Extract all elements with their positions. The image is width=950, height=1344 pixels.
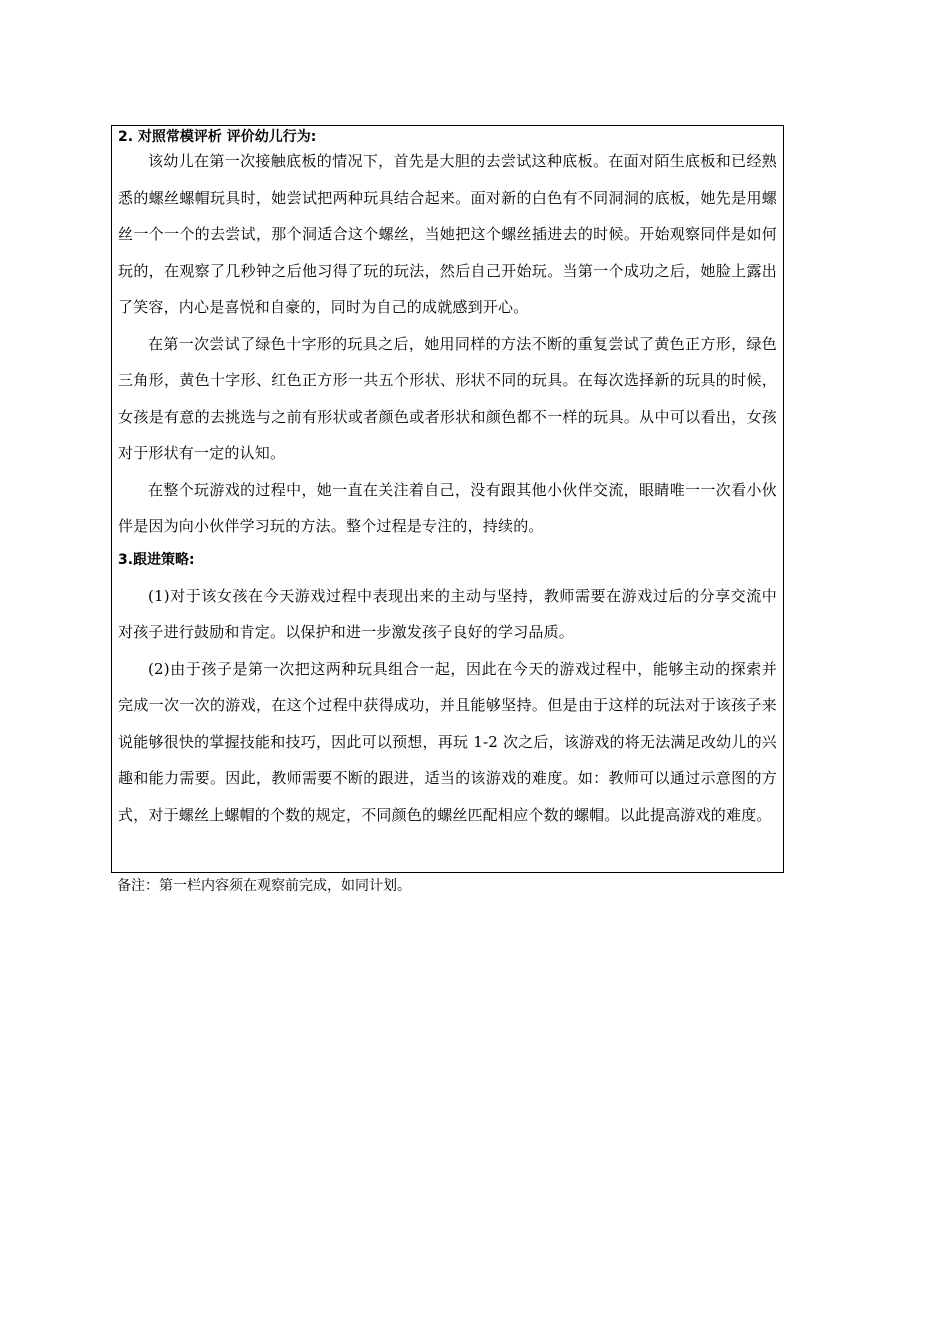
analysis-paragraph-3: 在整个玩游戏的过程中，她一直在关注着自己，没有跟其他小伙伴交流，眼睛唯一一次看小伙伴是因为向小伙伴学习玩的方法。整个过程是专注的，持续的。 [118,480,777,535]
strategy-paragraph-1: (1)对于该女孩在今天游戏过程中表现出来的主动与坚持，教师需要在游戏过后的分享交流中对孩子进行鼓励和肯定。以保护和进一步激发孩子良好的学习品质。 [118,586,777,641]
footnote: 备注：第一栏内容须在观察前完成，如同计划。 [117,878,411,894]
section-3-heading: 3.跟进策略: [118,551,195,568]
analysis-paragraph-1: 该幼儿在第一次接触底板的情况下，首先是大胆的去尝试这种底板。在面对陌生底板和已经熟悉的螺丝螺帽玩具时，她尝试把两种玩具结合起来。面对新的白色有不同洞洞的底板，她先是用螺丝一个一个的去尝试，那个洞适合这个螺丝，当她把这个螺丝插进去的时候。开始观察同伴是如何玩的，在观察了几秒钟之后他习得了玩的玩法，然后自己开始玩。当第一个成功之后，她脸上露出了笑容，内心是喜悦和自豪的，同时为自己的成就感到开心。 [118,152,777,316]
analysis-paragraph-2: 在第一次尝试了绿色十字形的玩具之后，她用同样的方法不断的重复尝试了黄色正方形，绿色三角形，黄色十字形、红色正方形一共五个形状、形状不同的玩具。在每次选择新的玩具的时候，女孩是有意的去挑选与之前有形状或者颜色或者形状和颜色都不一样的玩具。从中可以看出，女孩对于形状有一定的认知。 [118,334,777,462]
observation-table-cell [111,125,784,873]
strategy-paragraph-2: (2)由于孩子是第一次把这两种玩具组合一起，因此在今天的游戏过程中，能够主动的探索并完成一次一次的游戏，在这个过程中获得成功，并且能够坚持。但是由于这样的玩法对于该孩子来说能够很快的掌握技能和技巧，因此可以预想，再玩 1-2 次之后，该游戏的将无法满足改幼儿的兴趣和能力需要。因此，教师需要不断的跟进，适当的该游戏的难度。如：教师可以通过示意图的方式，对于螺丝上螺帽的个数的规定，不同颜色的螺丝匹配相应个数的螺帽。以此提高游戏的难度。 [118,659,777,824]
section-2-heading: 2. 对照常模评析 评价幼儿行为: [118,129,317,145]
